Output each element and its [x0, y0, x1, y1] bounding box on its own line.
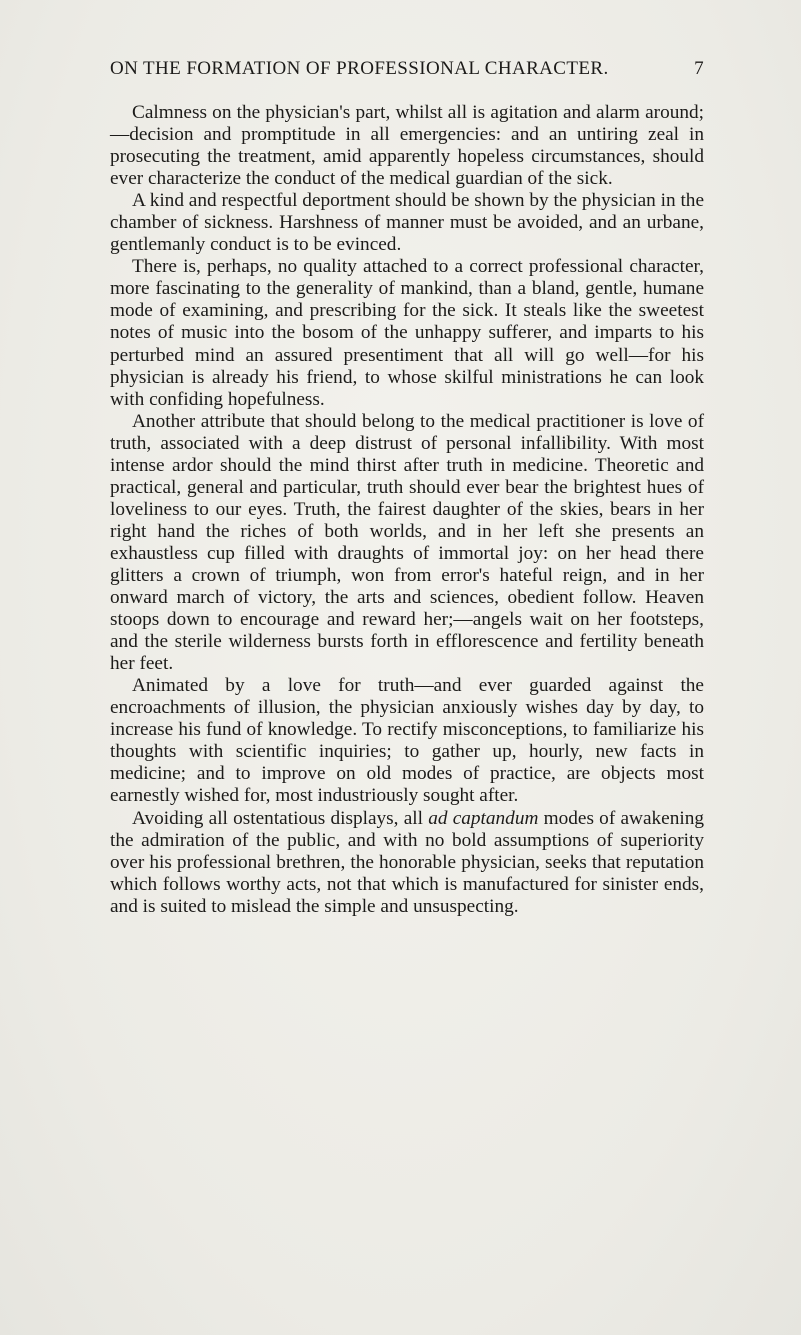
paragraph-ostentation-start: Avoiding all ostentatious displays, all [132, 807, 429, 829]
paragraph-ostentation [110, 808, 704, 918]
latin-phrase: ad captandum [428, 807, 539, 829]
paragraph-ostentation-end: modes of awakening the admiration of the public, and with no bold assumptions of superiority over his professional brethren, the honorable physician, seeks that reputation which follows worthy acts, not that which is manufactured for sinister ends, and is suited to mislead the simple and unsuspecting. [110, 807, 704, 917]
running-head-title: ON THE FORMATION OF PROFESSIONAL CHARACTER. [110, 58, 609, 79]
body-text [110, 102, 704, 918]
paragraph-deportment: A kind and respectful deportment should be shown by the physician in the chamber of sickness. Harshness of manner must be avoided, and an urbane, gentlemanly conduct is to be evinced. [110, 190, 704, 256]
paragraph-bland-manner: There is, perhaps, no quality attached to a correct professional character, more fascinating to the generality of mankind, than a bland, gentle, humane mode of examining, and prescribing for the sick. It steals like the sweetest notes of music into the bosom of the unhappy sufferer, and imparts to his perturbed mind an assured presentiment that all will go well—for his physician is already his friend, to whose skilful ministrations he can look with confiding hopefulness. [110, 256, 704, 410]
paragraph-calmness: Calmness on the physician's part, whilst all is agitation and alarm around;—decision and promptitude in all emergencies: and an untiring zeal in prosecuting the treatment, amid apparently hopeless circumstances, should ever characterize the conduct of the medical guardian of the sick. [110, 102, 704, 190]
paragraph-love-of-truth: Another attribute that should belong to the medical practitioner is love of truth, associated with a deep distrust of personal infallibility. With most intense ardor should the mind thirst after truth in medicine. Theoretic and practical, general and particular, truth should ever bear the brightest hues of loveliness to our eyes. Truth, the fairest daughter of the skies, bears in her right hand the riches of both worlds, and in her left she presents an exhaustless cup filled with draughts of immortal joy: on her head there glitters a crown of triumph, won from error's hateful reign, and in her onward march of victory, the arts and sciences, obedient follow. Heaven stoops down to encourage and reward her;—angels wait on her footsteps, and the sterile wilderness bursts forth in efflorescence and fertility beneath her feet. [110, 410, 704, 675]
paragraph-knowledge: Animated by a love for truth—and ever guarded against the encroachments of illusion, the physician anxiously wishes day by day, to increase his fund of knowledge. To rectify misconceptions, to familiarize his thoughts with scientific inquiries; to gather up, hourly, new facts in medicine; and to improve on old modes of practice, are objects most earnestly wished for, most industriously sought after. [110, 675, 704, 807]
page-number: 7 [694, 58, 704, 79]
running-head [110, 58, 704, 84]
